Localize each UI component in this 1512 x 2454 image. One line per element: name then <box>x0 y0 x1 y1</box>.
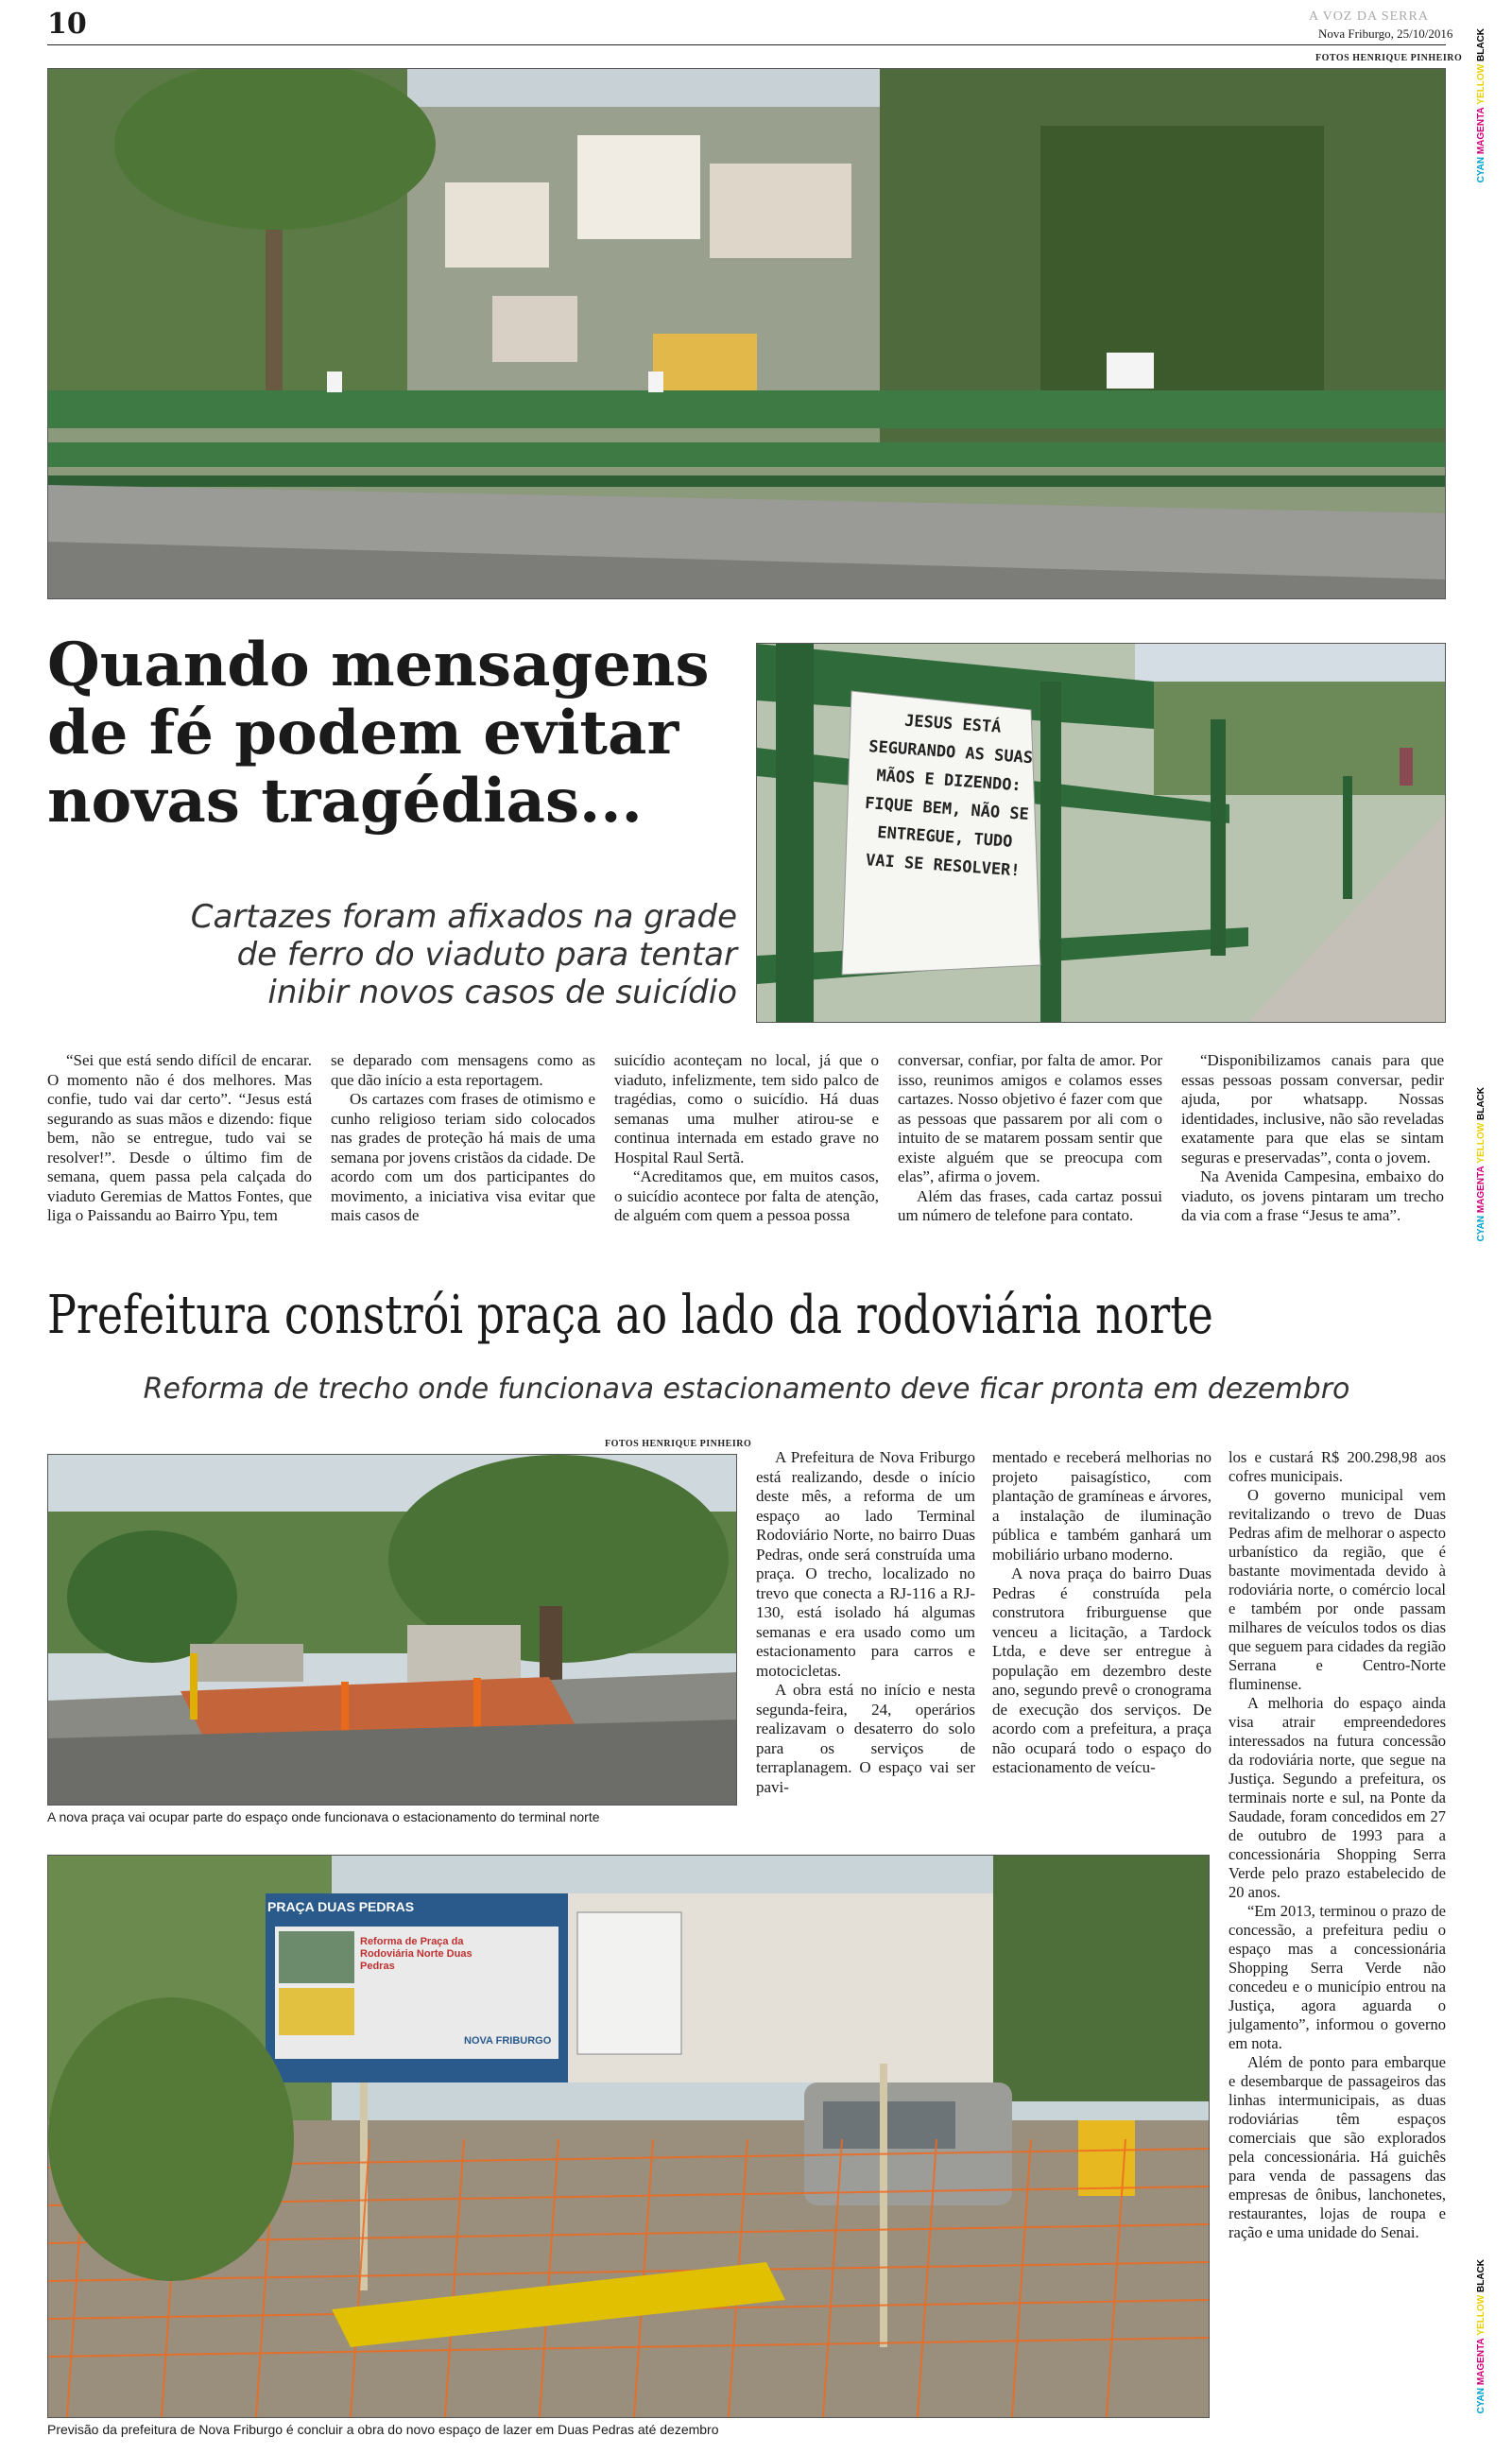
article1-headline <box>47 631 710 836</box>
article2-column-3 <box>1228 1448 1446 2242</box>
article2-paragraph: A nova praça do bairro Duas Pedras é construída pela construtora friburguense que venceu a licitação, a Tardock Ltda, e deve ser entregue à população em dezembro deste ano, segundo prevê o cronograma de execução dos serviços. De acordo com a prefeitura, a praça não ocupará todo o espaço do estacionamento de veícu- <box>992 1564 1211 1776</box>
article2-column-1 <box>756 1448 975 1797</box>
cmyk-magenta: MAGENTA <box>1476 1166 1486 1214</box>
cmyk-mark-bottom <box>1476 2259 1486 2413</box>
cmyk-black: BLACK <box>1476 2259 1486 2292</box>
cmyk-cyan: CYAN <box>1476 156 1486 183</box>
article2-paragraph: Além de ponto para embarque e desembarque de passageiros das linhas intermunicipais, as duas rodoviárias têm espaços comerciais que são explorados pela concessionária. Há guichês para venda de passagens das empresas de ônibus, lanchonetes, restaurantes, lojas de roupa e ração e uma unidade do Senai. <box>1228 2053 1446 2241</box>
cmyk-yellow: YELLOW <box>1476 63 1486 105</box>
article1-subhead-line3: inibir novos casos de suicídio <box>267 974 737 1011</box>
article2-paragraph: A Prefeitura de Nova Friburgo está realizando, desde o início deste mês, a reforma de um espaço ao lado Terminal Rodoviário Norte, no bairro Duas Pedras, onde será construída uma praça. O trecho, localizado no trevo que conecta a RJ-116 a RJ-130, está isolado há algumas semanas e era usado como um estacionamento para carros e motocicletas. <box>756 1448 975 1680</box>
cmyk-yellow: YELLOW <box>1476 2294 1486 2336</box>
date-line: Nova Friburgo, 25/10/2016 <box>1318 26 1453 41</box>
article2-paragraph: A obra está no início e nesta segunda-feira, 24, operários realizavam o desaterro do solo para os serviços de terraplanagem. O espaço vai ser pavi- <box>756 1681 975 1796</box>
article1-subhead-line2: de ferro do viaduto para tentar <box>236 936 737 974</box>
billboard-subtitle: Reforma de Praça da Rodoviária Norte Duas Pedras <box>360 1936 472 1972</box>
viaduct-photo <box>47 68 1446 599</box>
plaza-photo-1-caption: A nova praça vai ocupar parte do espaço onde funcionava o estacionamento do terminal norte <box>47 1809 600 1824</box>
sign-text: JESUS ESTÁ SEGURANDO AS SUAS MÃOS E DIZENDO: FIQUE BEM, NÃO SE ENTREGUE, TUDO VAI SE RESOLVER! <box>864 711 1034 881</box>
cmyk-yellow: YELLOW <box>1476 1122 1486 1164</box>
article2-paragraph: “Em 2013, terminou o prazo de concessão, a prefeitura pediu o espaço mas a concessionária Shopping Serra Verde não concedeu e o município entrou na Justiça, agora aguarda o julgamento”, informou o governo em nota. <box>1228 1902 1446 2052</box>
cmyk-mark-middle <box>1476 1087 1486 1241</box>
header-rule <box>47 44 1446 45</box>
plaza-photo-2-caption: Previsão da prefeitura de Nova Friburgo é concluir a obra do novo espaço de lazer em Duas Pedras até dezembro <box>47 2422 719 2437</box>
article2-headline: Prefeitura constrói praça ao lado da rodoviária norte <box>47 1285 1213 1346</box>
article1-paragraph: “Acreditamos que, em muitos casos, o suicídio acontece por falta de atenção, de alguém com quem a pessoa possa <box>614 1167 879 1224</box>
article1-paragraph: suicídio aconteçam no local, já que o viaduto, infelizmente, tem sido palco de tragédias, como o suicídio. Há duas semanas uma mulher atirou-se e continua internada em estado grave no Hospital Raul Sertã. <box>614 1051 879 1167</box>
article1-column-1 <box>47 1051 312 1226</box>
article2-column-2 <box>992 1448 1211 1778</box>
billboard-title: PRAÇA DUAS PEDRAS <box>267 1899 415 1914</box>
article1-column-5 <box>1181 1051 1444 1226</box>
billboard-brand: NOVA FRIBURGO <box>464 2035 552 2047</box>
article1-paragraph: Além das frases, cada cartaz possui um número de telefone para contato. <box>898 1186 1162 1224</box>
cmyk-mark-top <box>1476 28 1486 182</box>
publication-name: A VOZ DA SERRA <box>1309 9 1429 24</box>
article2-subhead: Reforma de trecho onde funcionava estacionamento deve ficar pronta em dezembro <box>143 1373 1350 1406</box>
page-number: 10 <box>47 8 87 41</box>
article1-paragraph: Na Avenida Campesina, embaixo do viaduto, os jovens pintaram um trecho da via com a frase “Jesus te ama”. <box>1181 1167 1444 1224</box>
cmyk-cyan: CYAN <box>1476 1215 1486 1242</box>
article2-paragraph: mentado e receberá melhorias no projeto paisagístico, com plantação de gramíneas e árvores, a instalação de iluminação pública e também ganhará um mobiliário urbano moderno. <box>992 1448 1211 1564</box>
photo-credit-article2: FOTOS HENRIQUE PINHEIRO <box>605 1439 752 1449</box>
article1-headline-line2: de fé podem evitar <box>47 698 679 769</box>
cmyk-black: BLACK <box>1476 1087 1486 1120</box>
article2-paragraph: los e custará R$ 200.298,98 aos cofres municipais. <box>1228 1448 1446 1485</box>
sign-photo <box>756 643 1446 1023</box>
cmyk-magenta: MAGENTA <box>1476 2338 1486 2386</box>
article1-column-4 <box>898 1051 1162 1226</box>
article1-paragraph: se deparado com mensagens como as que dão início a esta reportagem. <box>331 1051 595 1089</box>
article1-column-3 <box>614 1051 879 1226</box>
article1-paragraph: Os cartazes com frases de otimismo e cunho religioso teriam sido colocados nas grades de proteção há mais de uma semana por jovens cristãos da cidade. De acordo com um dos participantes do movimento, a iniciativa visa evitar que mais casos de <box>331 1090 595 1224</box>
article1-paragraph: “Sei que está sendo difícil de encarar. O momento não é dos melhores. Mas confie, tudo vai dar certo”. “Jesus está segurando as suas mãos e dizendo: fique bem, não se entregue, tudo vai se resolver!”. Desde o último fim de semana, quem passa pela calçada do viaduto Geremias de Mattos Fontes, que liga o Paissandu ao Bairro Ypu, tem <box>47 1051 312 1224</box>
article2-paragraph: O governo municipal vem revitalizando o trevo de Duas Pedras afim de melhorar o aspecto urbanístico da região, que é bastante movimentada devido à rodoviária norte, o comércio local e também por onde passam milhares de veículos todos os dias que seguem para cidades da região Serrana e Centro-Norte fluminense. <box>1228 1486 1446 1693</box>
article2-paragraph: A melhoria do espaço ainda visa atrair empreendedores interessados na futura concessão da rodoviária norte, que segue na Justiça. Segundo a prefeitura, os terminais norte e sul, na Ponte da Saudade, foram concedidos em 27 de outubro de 1993 para a concessionária Shopping Serra Verde pelo prazo estabelecido de 20 anos. <box>1228 1694 1446 1901</box>
cmyk-black: BLACK <box>1476 28 1486 61</box>
article1-subhead-line1: Cartazes foram afixados na grade <box>190 898 737 936</box>
plaza-photo-1 <box>47 1454 737 1806</box>
article1-column-2 <box>331 1051 595 1226</box>
photo-credit-top: FOTOS HENRIQUE PINHEIRO <box>1315 53 1463 63</box>
article1-paragraph: “Disponibilizamos canais para que essas pessoas possam conversar, pedir ajuda, por whatsapp. Nossas identidades, inclusive, não são reveladas exatamente para que elas se sintam seguras e preservadas”, conta o jovem. <box>1181 1051 1444 1167</box>
cmyk-cyan: CYAN <box>1476 2387 1486 2414</box>
plaza-photo-2 <box>47 1855 1210 2418</box>
article1-headline-line1: Quando mensagens <box>47 630 710 700</box>
cmyk-magenta: MAGENTA <box>1476 107 1486 155</box>
article1-paragraph: conversar, confiar, por falta de amor. Por isso, reunimos amigos e colamos esses cartazes. Nosso objetivo é fazer com que as pessoas que passarem por ali com o intuito de se matarem possam sentir que existe alguém que se preocupa com elas”, afirma o jovem. <box>898 1051 1162 1185</box>
article1-subhead <box>94 898 737 1011</box>
article1-headline-line3: novas tragédias... <box>47 766 643 837</box>
